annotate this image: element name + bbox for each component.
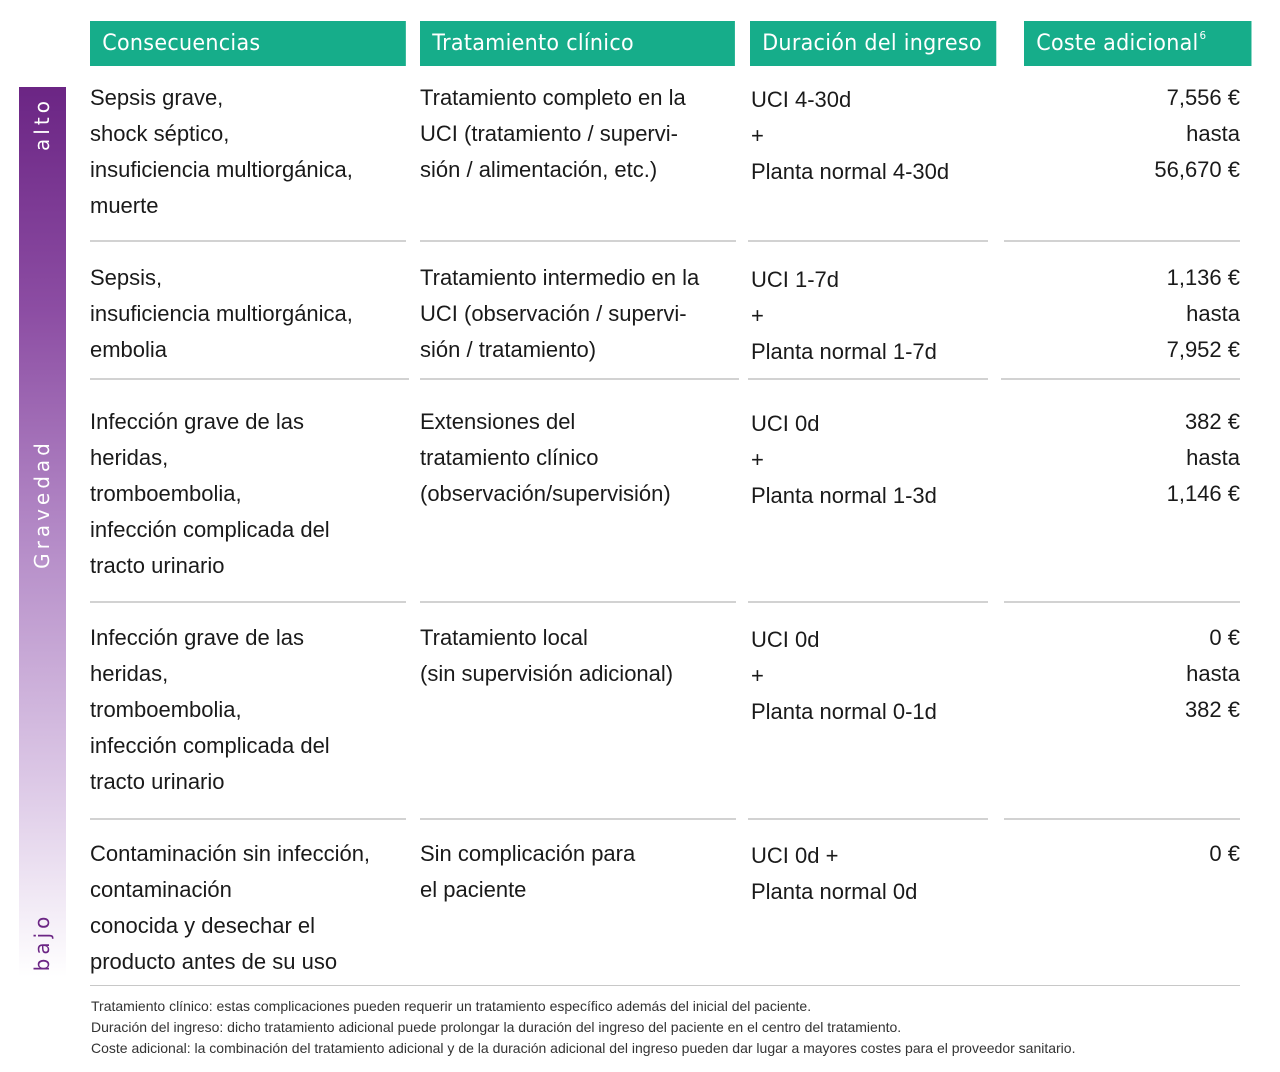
footer-divider [90, 985, 1240, 986]
row-3-duration: UCI 0d + Planta normal 1-3d [751, 411, 937, 508]
header-tratamiento-clinico: Tratamiento clínico [420, 21, 735, 66]
footnote-coste: Coste adicional: la combinación del tratamiento adicional y de la duración adicional del ingreso pueden dar lugar a mayores costes para el proveedor sanitario. [91, 1040, 1076, 1056]
row-separator [90, 378, 409, 380]
row-separator [748, 818, 988, 820]
row-separator [1004, 240, 1240, 242]
footnote-ref: 6 [1199, 29, 1207, 42]
row-5-duration: UCI 0d + Planta normal 0d [751, 843, 918, 904]
row-5-consequences: Contaminación sin infección, contaminación conocida y desechar el producto antes de su uso [90, 841, 371, 974]
header-coste-adicional: Coste adicional$^6$ [1024, 21, 1251, 66]
row-2-duration: UCI 1-7d + Planta normal 1-7d [751, 267, 937, 364]
row-3-cost: 382 € hasta 1,146 € [1166, 409, 1240, 506]
row-1-duration: UCI 4-30d + Planta normal 4-30d [751, 87, 950, 184]
row-separator [90, 240, 406, 242]
row-separator [420, 601, 736, 603]
row-4-duration: UCI 0d + Planta normal 0-1d [751, 627, 937, 724]
row-3-consequences: Infección grave de las heridas, tromboembolia, infección complicada del tracto urinario [90, 409, 330, 578]
row-separator [420, 818, 736, 820]
footnote-duracion: Duración del ingreso: dicho tratamiento adicional puede prolongar la duración del ingreso del paciente en el centro del tratamiento. [91, 1019, 902, 1035]
row-1-cost: 7,556 € hasta 56,670 € [1154, 85, 1240, 182]
row-5-cost: 0 € [1209, 841, 1240, 866]
row-separator [1001, 378, 1240, 380]
severity-high-label: alto [30, 97, 54, 151]
row-separator [748, 378, 988, 380]
header-duracion-del-ingreso: Duración del ingreso [750, 21, 996, 66]
row-separator [1004, 601, 1240, 603]
row-1-treatment: Tratamiento completo en la UCI (tratamiento / supervi- sión / alimentación, etc.) [420, 85, 686, 182]
row-2-consequences: Sepsis, insuficiencia multiorgánica, embolia [90, 265, 353, 362]
header-consecuencias: Consecuencias [90, 21, 406, 66]
row-4-consequences: Infección grave de las heridas, tromboembolia, infección complicada del tracto urinario [90, 625, 330, 794]
row-2-cost: 1,136 € hasta 7,952 € [1166, 265, 1240, 362]
row-separator [748, 601, 988, 603]
footnote-tratamiento: Tratamiento clínico: estas complicaciones pueden requerir un tratamiento específico además del inicial del paciente. [91, 998, 812, 1014]
row-5-treatment: Sin complicación para el paciente [420, 841, 636, 902]
row-separator [1004, 818, 1240, 820]
row-separator [420, 378, 739, 380]
row-4-treatment: Tratamiento local (sin supervisión adicional) [420, 625, 674, 686]
severity-title-label: Gravedad [30, 439, 54, 569]
severity-low-label: bajo [30, 912, 54, 972]
row-separator [90, 601, 406, 603]
row-1-consequences: Sepsis grave, shock séptico, insuficiencia multiorgánica, muerte [90, 85, 353, 218]
row-separator [748, 240, 988, 242]
row-2-treatment: Tratamiento intermedio en la UCI (observación / supervi- sión / tratamiento) [420, 265, 700, 362]
footnotes [91, 996, 1075, 1059]
row-3-treatment: Extensiones del tratamiento clínico (observación/supervisión) [420, 409, 671, 506]
row-separator [90, 818, 406, 820]
row-separator [420, 240, 736, 242]
row-4-cost: 0 € hasta 382 € [1184, 625, 1240, 722]
